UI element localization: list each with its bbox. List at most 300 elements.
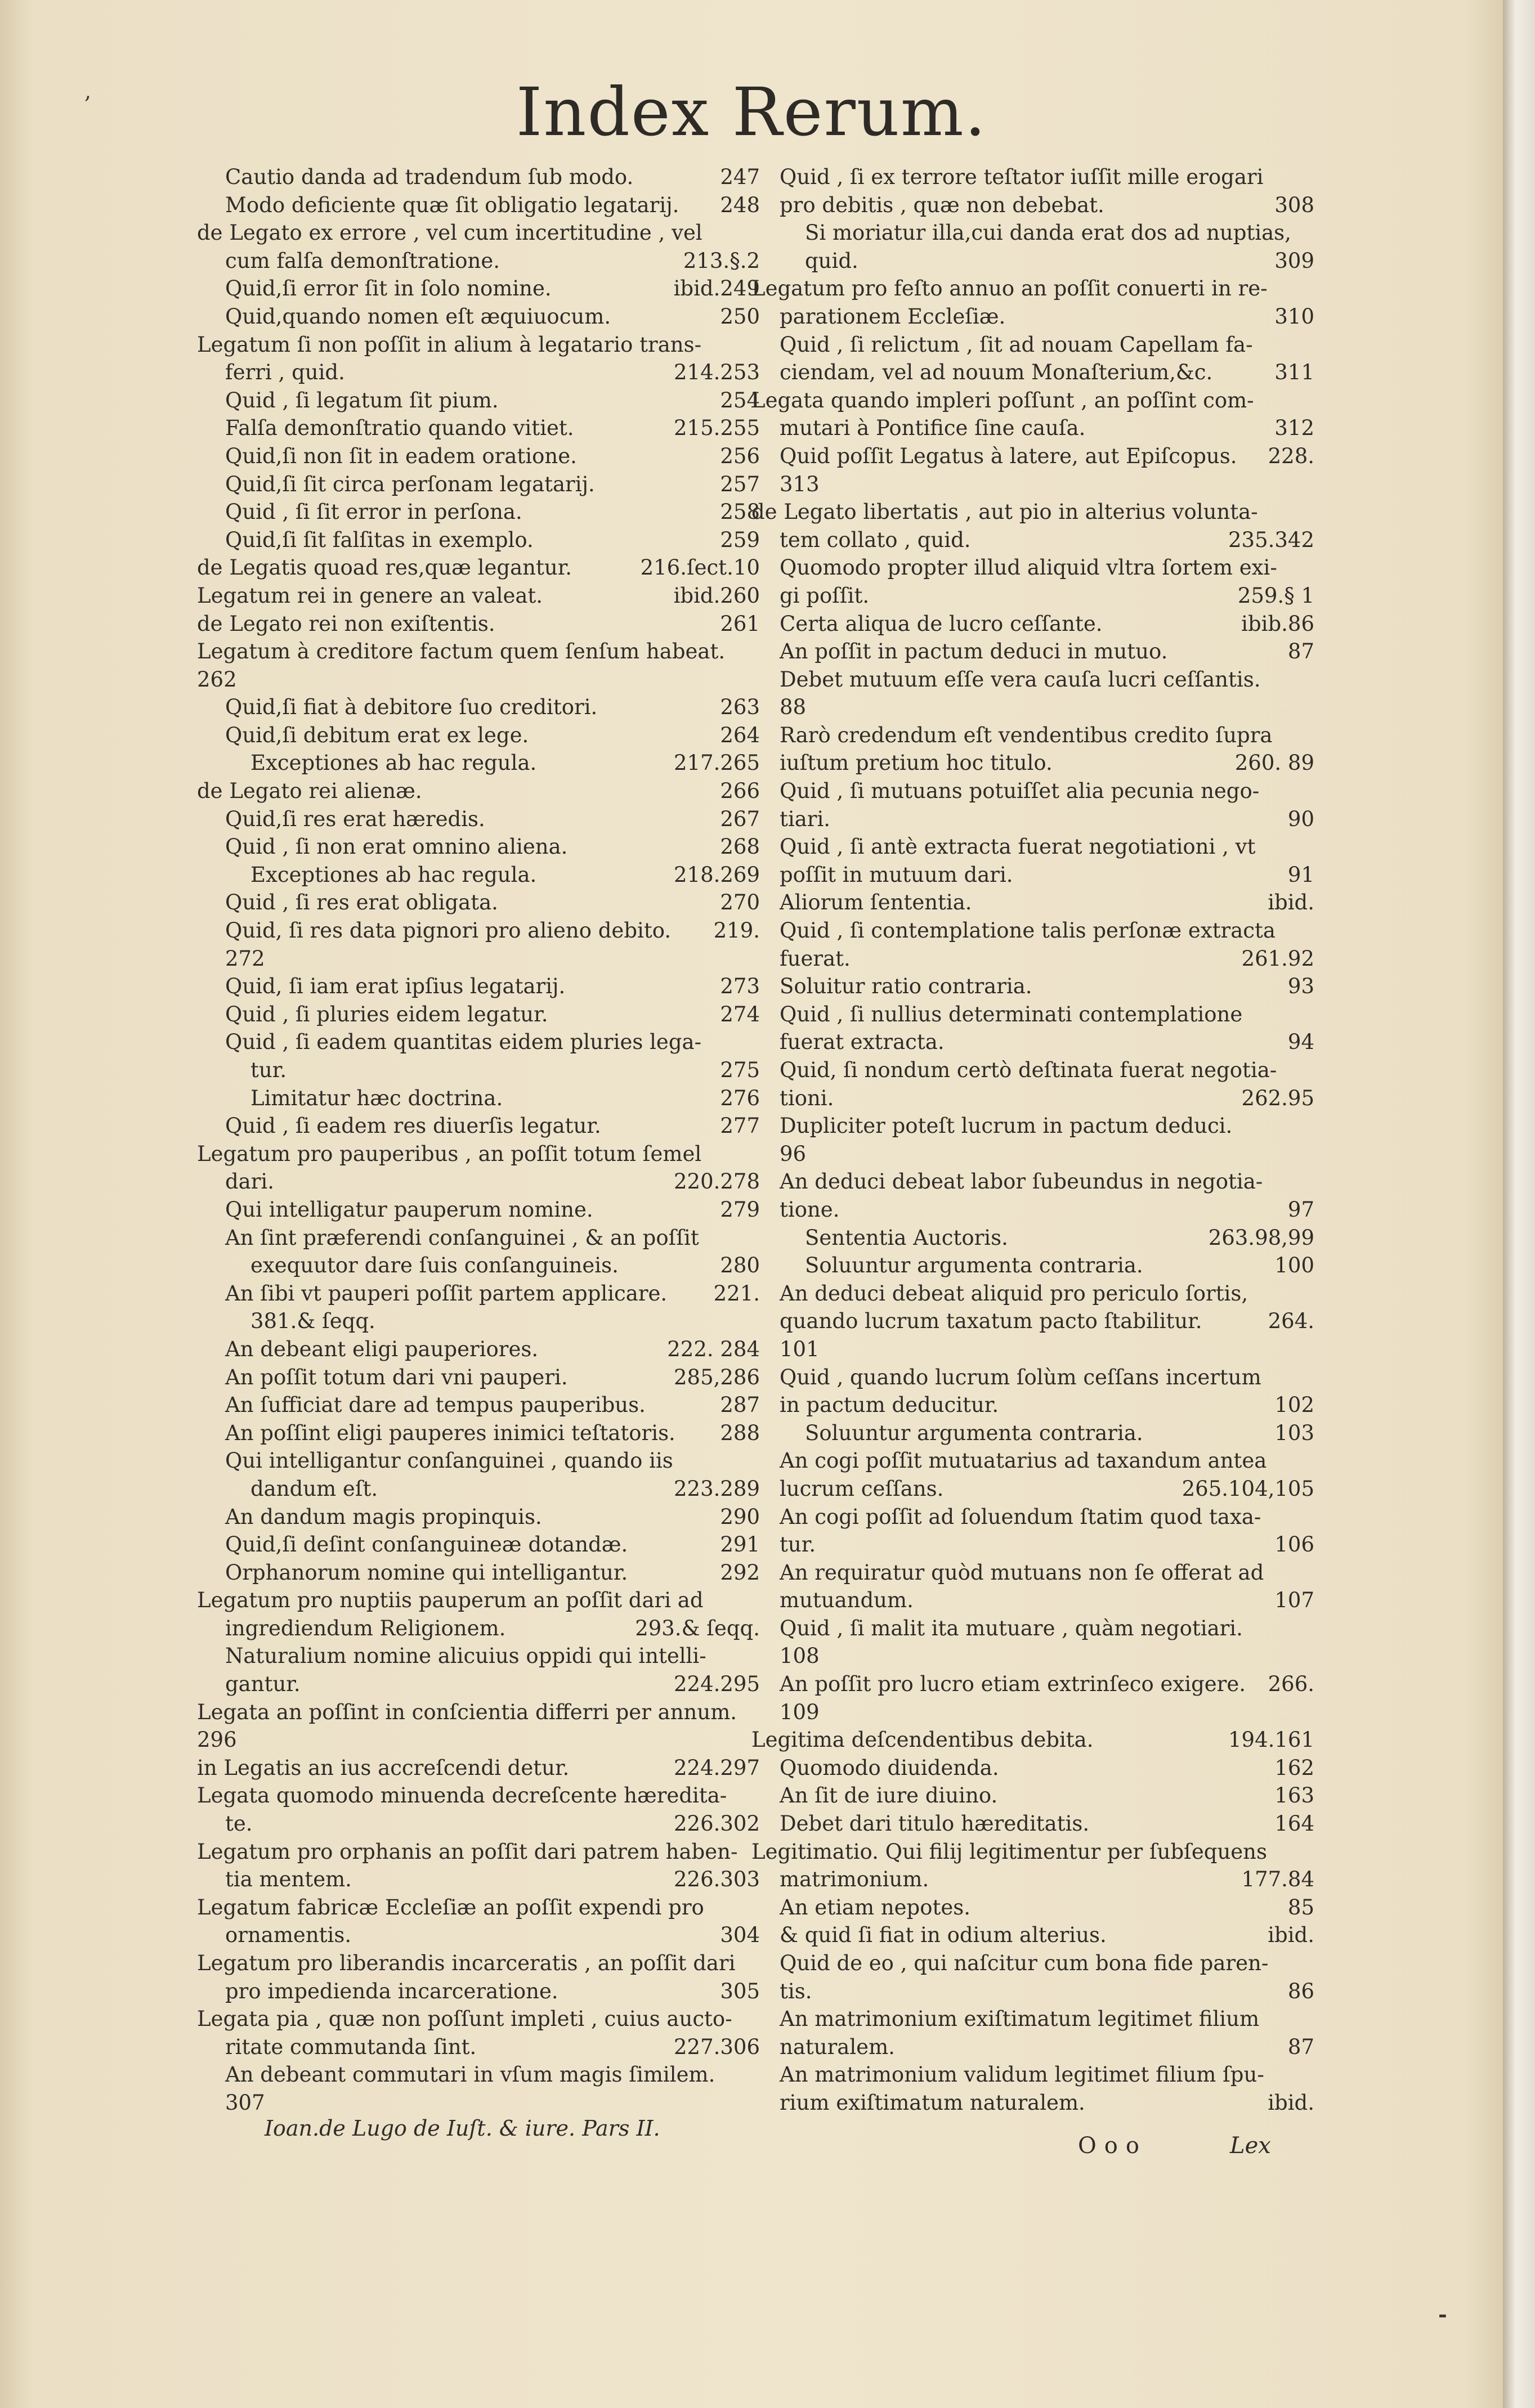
index-entry	[197, 442, 760, 470]
entry-text: Quid, ſi iam erat ipſius legatarij.	[225, 974, 566, 999]
index-entry	[751, 1670, 1314, 1698]
entry-text: tione.	[780, 1197, 840, 1222]
index-entry	[197, 1642, 760, 1670]
entry-text: An deduci debeat labor ſubeundus in negotia-	[780, 1169, 1263, 1194]
entry-text: An poſſint eligi pauperes inimici teſtatoris.	[225, 1420, 675, 1445]
index-entry	[751, 247, 1314, 275]
entry-page-ref: 107	[1274, 1588, 1314, 1613]
index-entry	[751, 2061, 1314, 2089]
entry-text: Legata quomodo minuenda decreſcente hæredita-	[197, 1783, 727, 1808]
index-entry	[197, 470, 760, 499]
index-entry	[197, 972, 760, 1001]
index-entry	[197, 1866, 760, 1894]
index-entry	[751, 498, 1314, 526]
index-entry	[751, 1224, 1314, 1252]
index-entry	[751, 1810, 1314, 1838]
index-entry	[751, 1196, 1314, 1224]
entry-page-ref: 248	[720, 192, 760, 217]
entry-text: iuſtum pretium hoc titulo.	[780, 751, 1053, 775]
running-footer-author: Ioan.de Lugo de Iuſt. & iure. Pars II.	[265, 2116, 660, 2141]
entry-page-ref: ibid.	[1268, 2090, 1314, 2115]
entry-text: Quid, ſi res data pignori pro alieno debito.	[225, 918, 672, 943]
entry-page-ref: 215.255	[673, 416, 760, 441]
entry-page-ref: 273	[720, 974, 760, 999]
entry-page-ref: 312	[1274, 416, 1314, 441]
entry-text: An etiam nepotes.	[780, 1895, 971, 1920]
index-entry	[197, 1921, 760, 1949]
entry-text: matrimonium.	[780, 1867, 929, 1892]
entry-page-ref: 259.§ 1	[1237, 583, 1314, 608]
index-entry	[751, 1782, 1314, 1810]
index-entry	[751, 693, 1314, 721]
entry-text: 272	[225, 946, 265, 971]
index-entry	[197, 1977, 760, 2006]
entry-page-ref: ibid.	[1268, 890, 1314, 915]
index-entry	[197, 303, 760, 331]
entry-text: Falſa demonſtratio quando vitiet.	[225, 416, 574, 441]
entry-text: Legatum rei in genere an valeat.	[197, 583, 543, 608]
entry-page-ref: 213.§.2	[683, 248, 760, 273]
index-entry	[751, 1949, 1314, 1977]
index-entry	[197, 191, 760, 219]
index-entry	[197, 666, 760, 694]
entry-page-ref: 214.253	[673, 360, 760, 385]
index-entry	[751, 1726, 1314, 1754]
index-entry	[751, 526, 1314, 554]
entry-page-ref: 262.95	[1241, 1086, 1314, 1110]
index-entry	[197, 1503, 760, 1531]
entry-text: Exceptiones ab hac regula.	[250, 862, 537, 887]
entry-text: An deduci debeat aliquid pro periculo ſortis,	[780, 1281, 1248, 1306]
entry-text: Legatum fabricæ Eccleſiæ an poſſit expendi pro	[197, 1895, 704, 1920]
index-entry	[751, 1977, 1314, 2006]
entry-text: Legatum pro orphanis an poſſit dari patrem haben-	[197, 1839, 738, 1864]
entry-text: Quid,ſi error ſit in ſolo nomine.	[225, 276, 552, 301]
index-entry	[197, 554, 760, 582]
entry-text: quid.	[805, 248, 858, 273]
index-entry	[197, 1168, 760, 1196]
entry-page-ref: 162	[1274, 1755, 1314, 1780]
index-entry	[197, 693, 760, 721]
entry-page-ref: 275	[720, 1058, 760, 1082]
entry-text: Quid , ſi mutuans potuiſſet alia pecunia nego-	[780, 779, 1260, 804]
index-entry	[197, 917, 760, 945]
index-entry	[751, 1307, 1314, 1335]
entry-page-ref: 87	[1287, 639, 1314, 664]
entry-page-ref: 280	[720, 1253, 760, 1278]
entry-text: ciendam, vel ad nouum Monaſterium,&c.	[780, 360, 1213, 385]
index-entry	[197, 1698, 760, 1727]
entry-text: Quid, ſi nondum certò deſtinata fuerat negotia-	[780, 1058, 1277, 1082]
index-entry	[751, 1056, 1314, 1084]
entry-page-ref: ibib.86	[1241, 611, 1314, 636]
entry-text: 313	[780, 472, 820, 496]
entry-text: de Legato rei alienæ.	[197, 779, 422, 804]
entry-text: mutari à Pontifice ſine cauſa.	[780, 416, 1086, 441]
entry-page-ref: 259	[720, 527, 760, 552]
entry-page-ref: 292	[720, 1560, 760, 1585]
index-entry	[197, 638, 760, 666]
entry-text: tioni.	[780, 1086, 834, 1110]
index-entry	[751, 1921, 1314, 1949]
index-entry	[197, 1364, 760, 1392]
index-entry	[197, 1475, 760, 1503]
entry-page-ref: 106	[1274, 1532, 1314, 1557]
entry-text: Quid,ſi fiat à debitore ſuo creditori.	[225, 695, 598, 720]
entry-text: de Legato ex errore , vel cum incertitudine , vel	[197, 221, 702, 245]
index-entry	[751, 1475, 1314, 1503]
entry-page-ref: 257	[720, 472, 760, 496]
entry-page-ref: 266	[720, 779, 760, 804]
index-entry	[751, 1280, 1314, 1308]
entry-text: Legitima deſcendentibus debita.	[751, 1728, 1094, 1752]
index-entry	[197, 275, 760, 303]
entry-text: quando lucrum taxatum pacto ſtabilitur.	[780, 1309, 1202, 1334]
index-entry	[197, 331, 760, 359]
entry-text: ferri , quid.	[225, 360, 345, 385]
index-entry	[751, 666, 1314, 694]
entry-text: 108	[780, 1644, 820, 1669]
margin-mark: -	[1438, 2302, 1447, 2327]
entry-page-ref: 86	[1287, 1979, 1314, 2003]
index-entry	[751, 582, 1314, 610]
entry-text: Legatum pro feſto annuo an poſſit conuerti in re-	[751, 276, 1268, 301]
index-entry	[197, 749, 760, 777]
index-entry	[197, 2089, 760, 2117]
entry-text: An poſſit pro lucro etiam extrinſeco exigere.	[780, 1672, 1246, 1697]
entry-page-ref: 264.	[1268, 1309, 1314, 1334]
entry-text: de Legato libertatis , aut pio in alterius volunta-	[751, 500, 1258, 524]
entry-text: Quid,ſi ſit circa perſonam legatarij.	[225, 472, 595, 496]
entry-page-ref: 288	[720, 1420, 760, 1445]
entry-text: Quid,ſi non ſit in eadem oratione.	[225, 443, 577, 468]
index-column-left	[197, 163, 760, 2117]
index-entry	[751, 1586, 1314, 1615]
index-entry	[197, 163, 760, 191]
entry-page-ref: 265.104,105	[1182, 1476, 1314, 1501]
entry-text: naturalem.	[780, 2034, 895, 2059]
entry-page-ref: 291	[720, 1532, 760, 1557]
entry-page-ref: 266.	[1268, 1672, 1314, 1697]
index-entry	[197, 1280, 760, 1308]
entry-page-ref: 305	[720, 1979, 760, 2003]
entry-page-ref: 270	[720, 890, 760, 915]
index-entry	[197, 2005, 760, 2033]
entry-text: gi poſſit.	[780, 583, 870, 608]
entry-page-ref: 261.92	[1241, 946, 1314, 971]
entry-page-ref: 290	[720, 1504, 760, 1529]
entry-text: poſſit in mutuum dari.	[780, 862, 1013, 887]
entry-page-ref: 274	[720, 1002, 760, 1026]
entry-text: An requiratur quòd mutuans non ſe offerat ad	[780, 1560, 1264, 1585]
entry-text: & quid ſi fiat in odium alterius.	[780, 1923, 1107, 1948]
index-entry	[751, 331, 1314, 359]
entry-text: An debeant eligi pauperiores.	[225, 1337, 539, 1361]
index-entry	[197, 833, 760, 861]
index-entry	[197, 1670, 760, 1698]
entry-text: Quid , ſi non erat omnino aliena.	[225, 835, 568, 859]
entry-text: Qui intelligatur pauperum nomine.	[225, 1197, 593, 1222]
index-entry	[751, 833, 1314, 861]
index-entry	[197, 1335, 760, 1364]
entry-text: ingrediendum Religionem.	[225, 1616, 506, 1640]
entry-page-ref: 263	[720, 695, 760, 720]
index-entry	[751, 191, 1314, 219]
index-entry	[751, 1391, 1314, 1419]
entry-text: Sententia Auctoris.	[805, 1225, 1008, 1250]
entry-page-ref: 224.297	[673, 1755, 760, 1780]
index-entry	[751, 358, 1314, 387]
index-entry	[751, 303, 1314, 331]
entry-text: ornamentis.	[225, 1923, 352, 1948]
entry-text: Quid poſſit Legatus à latere, aut Epiſcopus.	[780, 443, 1237, 468]
entry-text: 262	[197, 667, 237, 692]
index-entry	[197, 2061, 760, 2089]
index-entry	[197, 1949, 760, 1977]
entry-text: 109	[780, 1699, 820, 1724]
entry-page-ref: 277	[720, 1114, 760, 1138]
index-entry	[751, 1615, 1314, 1643]
index-entry	[197, 1391, 760, 1419]
index-entry	[751, 945, 1314, 973]
index-entry	[751, 1754, 1314, 1782]
index-entry	[751, 1140, 1314, 1168]
index-entry	[751, 2089, 1314, 2117]
entry-page-ref: 226.302	[673, 1811, 760, 1836]
entry-page-ref: 258	[720, 500, 760, 524]
index-entry	[751, 917, 1314, 945]
entry-text: Quid , ſi ſit error in perſona.	[225, 500, 522, 524]
entry-text: exequutor dare ſuis conſanguineis.	[250, 1253, 619, 1278]
index-entry	[197, 1586, 760, 1615]
entry-page-ref: 177.84	[1241, 1867, 1314, 1892]
entry-text: Legatum pro pauperibus , an poſſit totum ſemel	[197, 1141, 702, 1166]
entry-text: An ſibi vt pauperi poſſit partem applicare.	[225, 1281, 668, 1306]
entry-text: in Legatis an ius accreſcendi detur.	[197, 1755, 570, 1780]
index-entry	[197, 1447, 760, 1475]
index-entry	[197, 1001, 760, 1029]
index-entry	[197, 1056, 760, 1084]
entry-page-ref: 216.ſect.10	[640, 555, 760, 580]
entry-text: An poſſit totum dari vni pauperi.	[225, 1365, 568, 1389]
index-entry	[751, 1866, 1314, 1894]
entry-text: Orphanorum nomine qui intelligantur.	[225, 1560, 628, 1585]
index-entry	[197, 1810, 760, 1838]
entry-text: Cautio danda ad tradendum ſub modo.	[225, 165, 634, 189]
entry-text: de Legato rei non exiſtentis.	[197, 611, 495, 636]
index-entry	[751, 1531, 1314, 1559]
entry-text: gantur.	[225, 1672, 301, 1697]
entry-page-ref: 217.265	[673, 751, 760, 775]
entry-page-ref: 250	[720, 304, 760, 329]
entry-text: Legatum pro liberandis incarceratis , an poſſit dari	[197, 1951, 736, 1975]
index-entry	[751, 1112, 1314, 1140]
index-entry	[197, 2033, 760, 2061]
index-entry	[197, 414, 760, 442]
entry-page-ref: 100	[1274, 1253, 1314, 1278]
entry-page-ref: 97	[1287, 1197, 1314, 1222]
entry-text: Rarò credendum eſt vendentibus credito ſupra	[780, 723, 1273, 747]
entry-text: An poſſit in pactum deduci in mutuo.	[780, 639, 1168, 664]
entry-text: Quid , ſi contemplatione talis perſonæ extracta	[780, 918, 1276, 943]
entry-text: 307	[225, 2090, 265, 2115]
index-entry	[751, 861, 1314, 889]
entry-page-ref: 308	[1274, 192, 1314, 217]
entry-page-ref: 164	[1274, 1811, 1314, 1836]
index-entry	[197, 582, 760, 610]
index-entry	[751, 1001, 1314, 1029]
entry-text: Quid , ſi res erat obligata.	[225, 890, 498, 915]
index-entry	[751, 1503, 1314, 1531]
index-entry	[197, 358, 760, 387]
index-entry	[751, 470, 1314, 499]
index-entry	[751, 1447, 1314, 1475]
entry-text: parationem Eccleſiæ.	[780, 304, 1006, 329]
entry-text: Modo deficiente quæ ſit obligatio legatarij.	[225, 192, 679, 217]
margin-mark: ,	[84, 79, 92, 104]
index-entry	[751, 1642, 1314, 1670]
entry-text: tia mentem.	[225, 1867, 352, 1892]
index-entry	[751, 163, 1314, 191]
index-entry	[751, 1252, 1314, 1280]
entry-page-ref: 219.	[713, 918, 760, 943]
entry-text: An ſit de iure diuino.	[780, 1783, 998, 1808]
entry-page-ref: ibid.260	[673, 583, 760, 608]
entry-page-ref: 194.161	[1228, 1728, 1314, 1752]
index-entry	[197, 498, 760, 526]
entry-text: An ſint præferendi conſanguinei , & an poſſit	[225, 1225, 699, 1250]
entry-text: Exceptiones ab hac regula.	[250, 751, 537, 775]
index-entry	[197, 1726, 760, 1754]
entry-text: Quid,ſi ſit falſitas in exemplo.	[225, 527, 534, 552]
index-entry	[197, 945, 760, 973]
entry-page-ref: 263.98,99	[1208, 1225, 1314, 1250]
entry-text: An dandum magis propinquis.	[225, 1504, 542, 1529]
entry-text: Quomodo propter illud aliquid vltra ſortem exi-	[780, 555, 1277, 580]
entry-text: Quid , ſi pluries eidem legatur.	[225, 1002, 548, 1026]
entry-text: Quid,quando nomen eſt æquiuocum.	[225, 304, 611, 329]
entry-text: dari.	[225, 1169, 275, 1194]
entry-page-ref: 85	[1287, 1895, 1314, 1920]
entry-text: 296	[197, 1728, 237, 1752]
entry-text: Dupliciter poteſt lucrum in pactum deduci.	[780, 1114, 1233, 1138]
index-entry	[197, 219, 760, 247]
index-entry	[751, 387, 1314, 415]
index-entry	[197, 610, 760, 638]
entry-page-ref: 279	[720, 1197, 760, 1222]
entry-page-ref: 276	[720, 1086, 760, 1110]
index-entry	[751, 2005, 1314, 2033]
index-entry	[197, 1531, 760, 1559]
entry-text: mutuandum.	[780, 1588, 914, 1613]
entry-text: Limitatur hæc doctrina.	[250, 1086, 503, 1110]
entry-text: ritate commutanda ſint.	[225, 2034, 477, 2059]
index-column-right	[751, 163, 1314, 2117]
index-entry	[751, 1168, 1314, 1196]
entry-text: Legata quando impleri poſſunt , an poſſint com-	[751, 388, 1254, 412]
entry-page-ref: 260. 89	[1234, 751, 1314, 775]
index-entry	[751, 442, 1314, 470]
entry-text: Quid , ſi antè extracta fuerat negotiationi , vt	[780, 835, 1256, 859]
index-entry	[751, 805, 1314, 833]
entry-text: Quid , ſi eadem quantitas eidem pluries lega-	[225, 1030, 702, 1055]
entry-text: 101	[780, 1337, 820, 1361]
index-entry	[751, 1698, 1314, 1727]
index-entry	[751, 1335, 1314, 1364]
index-entry	[197, 777, 760, 805]
entry-text: An matrimonium validum legitimet filium ſpu-	[780, 2062, 1264, 2087]
index-entry	[197, 1112, 760, 1140]
index-entry	[197, 1894, 760, 1922]
entry-page-ref: 304	[720, 1923, 760, 1948]
entry-text: Quid de eo , qui naſcitur cum bona fide paren-	[780, 1951, 1269, 1975]
index-entry	[197, 1559, 760, 1587]
entry-text: Legata an poſſint in conſcientia differri per annum.	[197, 1699, 737, 1724]
entry-text: de Legatis quoad res,quæ legantur.	[197, 555, 572, 580]
index-entry	[197, 861, 760, 889]
index-entry	[197, 1307, 760, 1335]
entry-text: Quid,ſi debitum erat ex lege.	[225, 723, 529, 747]
entry-text: Quid , ſi eadem res diuerſis legatur.	[225, 1114, 601, 1138]
index-entry	[751, 721, 1314, 750]
index-entry	[751, 1894, 1314, 1922]
entry-text: Quid , ſi legatum ſit pium.	[225, 388, 499, 412]
entry-page-ref: 218.269	[673, 862, 760, 887]
entry-page-ref: 235.342	[1228, 527, 1314, 552]
entry-page-ref: 254	[720, 388, 760, 412]
page-edge	[1503, 0, 1535, 2408]
entry-text: Legatum ſi non poſſit in alium à legatario trans-	[197, 332, 702, 357]
index-entry	[751, 1364, 1314, 1392]
entry-text: fuerat.	[780, 946, 851, 971]
entry-text: Qui intelligantur conſanguinei , quando iis	[225, 1449, 673, 1473]
index-entry	[751, 777, 1314, 805]
entry-text: Debet dari titulo hæreditatis.	[780, 1811, 1090, 1836]
entry-page-ref: 103	[1274, 1420, 1314, 1445]
index-entry	[751, 414, 1314, 442]
entry-page-ref: 226.303	[673, 1867, 760, 1892]
index-entry	[197, 1084, 760, 1113]
index-entry	[197, 1196, 760, 1224]
entry-text: Quid , quando lucrum ſolùm ceſſans incertum	[780, 1365, 1261, 1389]
entry-text: Naturalium nomine alicuius oppidi qui intelli-	[225, 1644, 706, 1669]
index-entry	[197, 1028, 760, 1056]
entry-text: 88	[780, 695, 807, 720]
entry-text: An cogi poſſit mutuatarius ad taxandum antea	[780, 1449, 1267, 1473]
entry-text: Debet mutuum eſſe vera cauſa lucri ceſſantis.	[780, 667, 1261, 692]
index-entry	[751, 638, 1314, 666]
entry-page-ref: 220.278	[673, 1169, 760, 1194]
index-entry	[197, 247, 760, 275]
entry-text: Soluuntur argumenta contraria.	[805, 1420, 1143, 1445]
entry-text: tiari.	[780, 806, 831, 831]
index-entry	[197, 1754, 760, 1782]
entry-text: in pactum deducitur.	[780, 1393, 999, 1418]
entry-page-ref: 91	[1287, 862, 1314, 887]
index-entry	[751, 1838, 1314, 1866]
entry-text: An debeant commutari in vſum magis ſimilem.	[225, 2062, 715, 2087]
entry-text: cum falſa demonſtratione.	[225, 248, 500, 273]
entry-page-ref: 102	[1274, 1393, 1314, 1418]
entry-page-ref: 311	[1274, 360, 1314, 385]
index-entry	[197, 805, 760, 833]
entry-text: Soluuntur argumenta contraria.	[805, 1253, 1143, 1278]
index-entry	[751, 219, 1314, 247]
entry-text: Si moriatur illa,cui danda erat dos ad nuptias,	[805, 221, 1291, 245]
entry-text: Legata pia , quæ non poſſunt impleti , cuius aucto-	[197, 2007, 732, 2032]
index-entry	[751, 972, 1314, 1001]
index-entry	[751, 889, 1314, 917]
